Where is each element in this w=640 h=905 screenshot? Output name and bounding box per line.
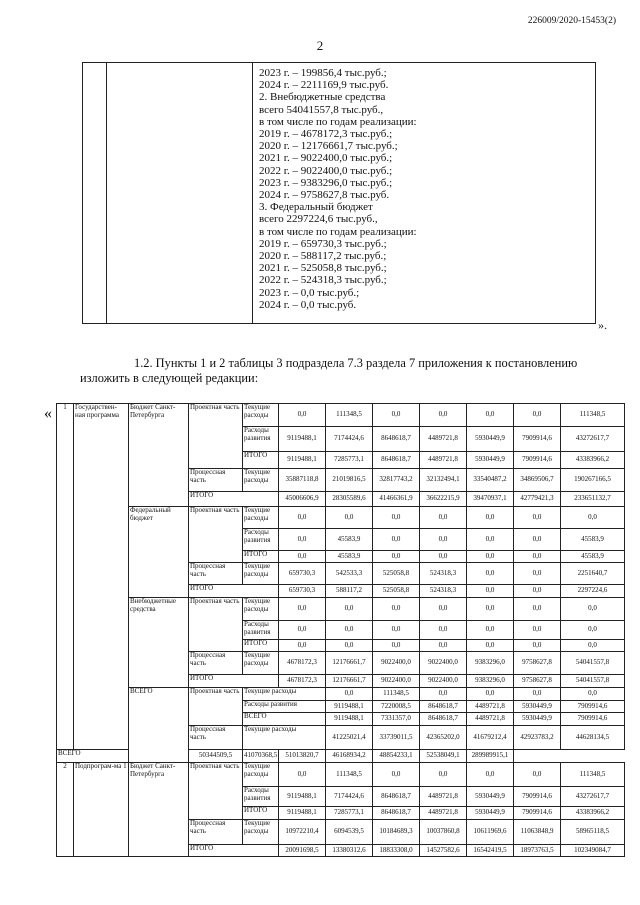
value-year-cell: 8648618,7	[373, 787, 420, 807]
value-year-cell: 33540487,2	[467, 469, 514, 492]
item-development: Расходы развития	[243, 529, 279, 551]
item-development: Расходы развития	[243, 427, 279, 452]
funding-line: всего 54041557,8 тыс.руб.,	[259, 103, 384, 116]
value-total-cell: 2297224,6	[561, 585, 625, 598]
value-year-cell: 524318,3	[420, 563, 467, 585]
value-year-cell: 0,0	[373, 640, 420, 652]
value-total-cell: 102349084,7	[561, 845, 625, 857]
value-year-cell: 0,0	[279, 551, 326, 563]
part-process: Процессная часть	[189, 469, 243, 492]
value-year-cell: 9119488,1	[279, 427, 326, 452]
value-year-cell: 7909914,6	[514, 787, 561, 807]
value-year-cell: 20091698,5	[279, 845, 326, 857]
value-year-cell: 0,0	[373, 621, 420, 640]
value-year-cell: 4489721,8	[420, 807, 467, 820]
part-project: Проектная часть	[189, 763, 243, 820]
item-current: Текущие расходы	[243, 404, 279, 427]
value-year-cell: 111348,5	[326, 763, 373, 787]
value-year-cell: 0,0	[373, 763, 420, 787]
value-year-cell: 5930449,9	[514, 701, 561, 713]
value-year-cell: 9383296,0	[467, 652, 514, 675]
value-year-cell: 5930449,9	[467, 807, 514, 820]
part-project: Проектная часть	[189, 598, 243, 652]
value-year-cell: 524318,3	[420, 585, 467, 598]
item-current: Текущие расходы	[243, 507, 279, 529]
value-year-cell: 41070368,5	[243, 750, 279, 763]
value-year-cell: 9119488,1	[279, 787, 326, 807]
item-development: Расходы развития	[243, 701, 326, 713]
part-project: Проектная часть	[189, 507, 243, 563]
value-total-cell: 0,0	[561, 507, 625, 529]
opening-quote: «	[44, 405, 52, 422]
value-year-cell: 0,0	[326, 507, 373, 529]
value-year-cell: 525058,8	[373, 585, 420, 598]
value-year-cell: 0,0	[420, 551, 467, 563]
closing-quote: ».	[598, 318, 607, 332]
funding-line: 2023 г. – 9383296,0 тыс.руб.;	[259, 176, 393, 189]
part-process: Процессная часть	[189, 652, 243, 675]
value-year-cell: 0,0	[420, 640, 467, 652]
funding-lines	[253, 63, 595, 311]
paragraph-line-2: изложить в следующей редакции:	[80, 370, 259, 385]
value-year-cell: 9383296,0	[467, 675, 514, 688]
value-year-cell: 7909914,6	[514, 452, 561, 469]
value-year-cell: 7909914,6	[561, 713, 625, 726]
value-year-cell: 111348,5	[326, 404, 373, 427]
value-year-cell: 0,0	[420, 763, 467, 787]
value-year-cell: 14527582,6	[420, 845, 467, 857]
value-total-cell: 43272617,7	[561, 427, 625, 452]
item-vsego: ВСЕГО	[243, 713, 326, 726]
funding-line: в том числе по годам реализации:	[259, 225, 417, 238]
funding-line: 2021 г. – 9022400,0 тыс.руб.;	[259, 152, 393, 165]
value-year-cell: 0,0	[514, 404, 561, 427]
funding-text-cell	[253, 63, 596, 324]
value-year-cell: 8648618,7	[420, 713, 467, 726]
value-year-cell: 18833308,0	[373, 845, 420, 857]
value-year-cell: 42365202,0	[420, 726, 467, 750]
value-year-cell: 0,0	[467, 507, 514, 529]
value-total-cell: 54041557,8	[561, 675, 625, 688]
value-year-cell: 7909914,6	[514, 427, 561, 452]
value-year-cell: 0,0	[420, 507, 467, 529]
value-year-cell: 0,0	[373, 598, 420, 621]
value-year-cell: 41225021,4	[326, 726, 373, 750]
page-number: 2	[316, 38, 324, 53]
funding-line: 2024 г. – 0,0 тыс.руб.	[259, 298, 357, 311]
value-year-cell: 0,0	[279, 621, 326, 640]
value-total-cell: 43383966,2	[561, 452, 625, 469]
item-current: Текущие расходы	[243, 652, 279, 675]
value-year-cell: 7220008,5	[373, 701, 420, 713]
value-year-cell: 10184689,3	[373, 820, 420, 845]
document-registration-number: 226009/2020-15453(2)	[527, 16, 616, 26]
value-year-cell: 0,0	[467, 529, 514, 551]
value-year-cell: 4489721,8	[420, 427, 467, 452]
amendment-paragraph	[80, 356, 604, 385]
value-year-cell: 0,0	[514, 763, 561, 787]
value-year-cell: 10611969,6	[467, 820, 514, 845]
value-total-cell: 58965118,5	[561, 820, 625, 845]
value-year-cell: 18973763,5	[514, 845, 561, 857]
value-year-cell: 0,0	[514, 688, 561, 701]
item-current: Текущие расходы	[243, 688, 326, 701]
funding-line: 2022 г. – 524318,3 тыс.руб.;	[259, 274, 387, 287]
value-year-cell: 41679212,4	[467, 726, 514, 750]
value-year-cell: 33739011,5	[373, 726, 420, 750]
value-year-cell: 42923783,2	[514, 726, 561, 750]
source-spb-budget: Бюджет Санкт-Петербурга	[129, 763, 189, 857]
value-year-cell: 0,0	[467, 598, 514, 621]
value-year-cell: 8648618,7	[373, 452, 420, 469]
value-total-cell: 0,0	[561, 621, 625, 640]
value-year-cell: 28305589,6	[326, 492, 373, 507]
continuation-cell-empty-2	[107, 63, 253, 324]
value-year-cell: 0,0	[326, 598, 373, 621]
value-total-cell: 111348,5	[561, 763, 625, 787]
table-row	[57, 750, 625, 763]
funding-line: 2019 г. – 659730,3 тыс.руб.;	[259, 237, 387, 250]
value-year-cell: 12176661,7	[326, 652, 373, 675]
value-year-cell: 0,0	[467, 551, 514, 563]
paragraph-line-1: 1.2. Пункты 1 и 2 таблицы 3 подраздела 7.3 раздела 7 приложения к постановлению	[134, 356, 578, 370]
value-year-cell: 0,0	[514, 551, 561, 563]
item-current: Текущие расходы	[243, 469, 279, 492]
item-current: Текущие расходы	[243, 563, 279, 585]
table-row	[57, 763, 625, 787]
program-name: Государствен-ная программа	[74, 404, 129, 750]
value-total-cell: 233651132,7	[561, 492, 625, 507]
table-row	[57, 688, 625, 701]
value-year-cell: 32817743,2	[373, 469, 420, 492]
value-year-cell: 42779421,3	[514, 492, 561, 507]
part-project: Проектная часть	[189, 688, 243, 726]
value-year-cell: 0,0	[467, 585, 514, 598]
funding-line: 2022 г. – 9022400,0 тыс.руб.;	[259, 164, 393, 177]
subtotal-itogo: ИТОГО	[189, 492, 279, 507]
value-year-cell: 9119488,1	[279, 807, 326, 820]
value-year-cell: 659730,3	[279, 585, 326, 598]
value-year-cell: 0,0	[467, 688, 514, 701]
item-current: Текущие расходы	[243, 598, 279, 621]
value-year-cell: 0,0	[420, 404, 467, 427]
value-year-cell: 0,0	[420, 598, 467, 621]
part-process: Процессная часть	[189, 820, 243, 845]
value-year-cell: 44628134,5	[561, 726, 625, 750]
value-year-cell: 41466361,9	[373, 492, 420, 507]
value-year-cell: 0,0	[373, 404, 420, 427]
value-year-cell: 0,0	[279, 640, 326, 652]
value-year-cell: 0,0	[467, 640, 514, 652]
value-year-cell: 542533,3	[326, 563, 373, 585]
value-year-cell: 0,0	[514, 563, 561, 585]
value-year-cell: 0,0	[514, 598, 561, 621]
value-year-cell: 9119488,1	[279, 452, 326, 469]
source-total: ВСЕГО	[129, 688, 189, 763]
funding-line: 2020 г. – 588117,2 тыс.руб.;	[259, 250, 387, 263]
item-current: Текущие расходы	[243, 726, 326, 750]
value-year-cell: 4678172,3	[279, 675, 326, 688]
funding-line: всего 2297224,6 тыс.руб.,	[259, 213, 378, 226]
value-year-cell: 9758627,8	[514, 652, 561, 675]
value-year-cell: 6094539,5	[326, 820, 373, 845]
value-year-cell: 0,0	[279, 529, 326, 551]
value-year-cell: 659730,3	[279, 563, 326, 585]
source-spb-budget: Бюджет Санкт-Петербурга	[129, 404, 189, 507]
value-total-cell: 45583,9	[561, 529, 625, 551]
value-total-cell: 289989915,1	[467, 750, 514, 763]
value-total-cell: 54041557,8	[561, 652, 625, 675]
value-year-cell: 525058,8	[373, 563, 420, 585]
value-year-cell: 5930449,9	[467, 452, 514, 469]
subtotal-itogo: ИТОГО	[189, 585, 279, 598]
value-year-cell: 8648618,7	[373, 427, 420, 452]
value-year-cell: 10037860,8	[420, 820, 467, 845]
item-development: Расходы развития	[243, 621, 279, 640]
value-year-cell: 0,0	[514, 621, 561, 640]
item-itogo: ИТОГО	[243, 551, 279, 563]
value-year-cell: 4489721,8	[467, 701, 514, 713]
value-year-cell: 39470937,1	[467, 492, 514, 507]
funding-line: 2023 г. – 0,0 тыс.руб.;	[259, 286, 360, 299]
value-year-cell: 0,0	[467, 563, 514, 585]
value-year-cell: 48854233,1	[373, 750, 420, 763]
value-total-cell: 45583,9	[561, 551, 625, 563]
value-year-cell: 0,0	[514, 585, 561, 598]
value-year-cell: 7331357,0	[373, 713, 420, 726]
value-year-cell: 9758627,8	[514, 675, 561, 688]
value-year-cell: 0,0	[514, 529, 561, 551]
funding-line: 3. Федеральный бюджет	[259, 201, 373, 214]
value-year-cell: 8648618,7	[420, 701, 467, 713]
value-year-cell: 9022400,0	[373, 652, 420, 675]
table-row	[57, 507, 625, 529]
value-year-cell: 0,0	[326, 621, 373, 640]
continuation-table	[82, 62, 596, 324]
value-year-cell: 0,0	[373, 507, 420, 529]
value-year-cell: 0,0	[514, 640, 561, 652]
value-year-cell: 0,0	[467, 404, 514, 427]
value-year-cell: 7909914,6	[561, 701, 625, 713]
item-current: Текущие расходы	[243, 763, 279, 787]
item-current: Текущие расходы	[243, 820, 279, 845]
value-year-cell: 21019816,5	[326, 469, 373, 492]
value-total-cell: 0,0	[561, 598, 625, 621]
row-number: 1	[57, 404, 74, 750]
value-year-cell: 4678172,3	[279, 652, 326, 675]
value-year-cell: 36622215,9	[420, 492, 467, 507]
value-year-cell: 0,0	[420, 529, 467, 551]
item-itogo: ИТОГО	[243, 807, 279, 820]
funding-line: в том числе по годам реализации:	[259, 115, 417, 128]
funding-line: 2019 г. – 4678172,3 тыс.руб.;	[259, 128, 393, 141]
value-year-cell: 7909914,6	[514, 807, 561, 820]
part-process: Процессная часть	[189, 726, 243, 750]
value-year-cell: 10972210,4	[279, 820, 326, 845]
value-year-cell: 45583,9	[326, 551, 373, 563]
funding-table	[56, 403, 625, 857]
value-year-cell: 588117,2	[326, 585, 373, 598]
value-year-cell: 9119488,1	[326, 701, 373, 713]
value-year-cell: 51013820,7	[279, 750, 326, 763]
funding-line: 2023 г. – 199856,4 тыс.руб.;	[259, 67, 387, 79]
value-year-cell: 5930449,9	[467, 787, 514, 807]
value-year-cell: 0,0	[279, 763, 326, 787]
value-year-cell: 0,0	[514, 507, 561, 529]
value-year-cell: 0,0	[467, 763, 514, 787]
value-year-cell: 0,0	[561, 688, 625, 701]
subtotal-itogo: ИТОГО	[189, 845, 279, 857]
subprogram-name: Подпрограм-ма 1	[74, 763, 129, 857]
value-year-cell: 13380312,6	[326, 845, 373, 857]
value-year-cell: 12176661,7	[326, 675, 373, 688]
value-year-cell: 52538049,1	[420, 750, 467, 763]
value-year-cell: 5930449,9	[514, 713, 561, 726]
item-itogo: ИТОГО	[243, 452, 279, 469]
grand-total-vsego: ВСЕГО	[57, 750, 189, 763]
row-number: 2	[57, 763, 74, 857]
source-federal-budget: Федеральный бюджет	[129, 507, 189, 598]
value-year-cell: 0,0	[326, 640, 373, 652]
part-project: Проектная часть	[189, 404, 243, 469]
value-year-cell: 0,0	[373, 551, 420, 563]
continuation-cell-empty-1	[83, 63, 107, 324]
value-year-cell: 0,0	[326, 688, 373, 701]
value-year-cell: 4489721,8	[420, 452, 467, 469]
value-year-cell: 4489721,8	[420, 787, 467, 807]
value-year-cell: 0,0	[279, 404, 326, 427]
value-year-cell: 34869506,7	[514, 469, 561, 492]
value-year-cell: 9022400,0	[420, 675, 467, 688]
value-year-cell: 8648618,7	[373, 807, 420, 820]
value-year-cell: 45583,9	[326, 529, 373, 551]
value-year-cell: 0,0	[467, 621, 514, 640]
value-year-cell: 111348,5	[373, 688, 420, 701]
part-process: Процессная часть	[189, 563, 243, 585]
funding-line: 2020 г. – 12176661,7 тыс.руб.;	[259, 140, 398, 153]
value-year-cell: 35887118,8	[279, 469, 326, 492]
item-itogo: ИТОГО	[243, 640, 279, 652]
value-year-cell: 16542419,5	[467, 845, 514, 857]
value-year-cell: 9022400,0	[420, 652, 467, 675]
value-year-cell: 0,0	[279, 507, 326, 529]
value-year-cell: 45006606,9	[279, 492, 326, 507]
value-year-cell: 7174424,6	[326, 427, 373, 452]
funding-line: 2024 г. – 9758627,8 тыс.руб.	[259, 189, 390, 202]
funding-line: 2. Внебюджетные средства	[259, 91, 386, 104]
funding-line: 2024 г. – 2211169,9 тыс.руб.	[259, 79, 389, 92]
value-year-cell: 46168934,2	[326, 750, 373, 763]
value-year-cell: 0,0	[279, 598, 326, 621]
value-total-cell: 43383966,2	[561, 807, 625, 820]
table-row	[57, 598, 625, 621]
value-year-cell: 0,0	[373, 529, 420, 551]
item-development: Расходы развития	[243, 787, 279, 807]
value-year-cell: 9022400,0	[373, 675, 420, 688]
funding-line: 2021 г. – 525058,8 тыс.руб.;	[259, 262, 387, 275]
value-year-cell: 50344509,5	[189, 750, 243, 763]
value-year-cell: 0,0	[420, 621, 467, 640]
value-year-cell: 7174424,6	[326, 787, 373, 807]
value-year-cell: 5930449,9	[467, 427, 514, 452]
table-row	[57, 404, 625, 427]
value-total-cell: 0,0	[561, 640, 625, 652]
subtotal-itogo: ИТОГО	[189, 675, 279, 688]
value-total-cell: 43272617,7	[561, 787, 625, 807]
source-extrabudget: Внебюджетные средства	[129, 598, 189, 688]
value-year-cell: 9119488,1	[326, 713, 373, 726]
value-year-cell: 0,0	[420, 688, 467, 701]
value-total-cell: 190267166,5	[561, 469, 625, 492]
value-year-cell: 32132494,1	[420, 469, 467, 492]
value-total-cell: 111348,5	[561, 404, 625, 427]
value-year-cell: 4489721,8	[467, 713, 514, 726]
value-year-cell: 11063848,9	[514, 820, 561, 845]
value-year-cell: 7285773,1	[326, 807, 373, 820]
value-year-cell: 7285773,1	[326, 452, 373, 469]
value-total-cell: 2251640,7	[561, 563, 625, 585]
